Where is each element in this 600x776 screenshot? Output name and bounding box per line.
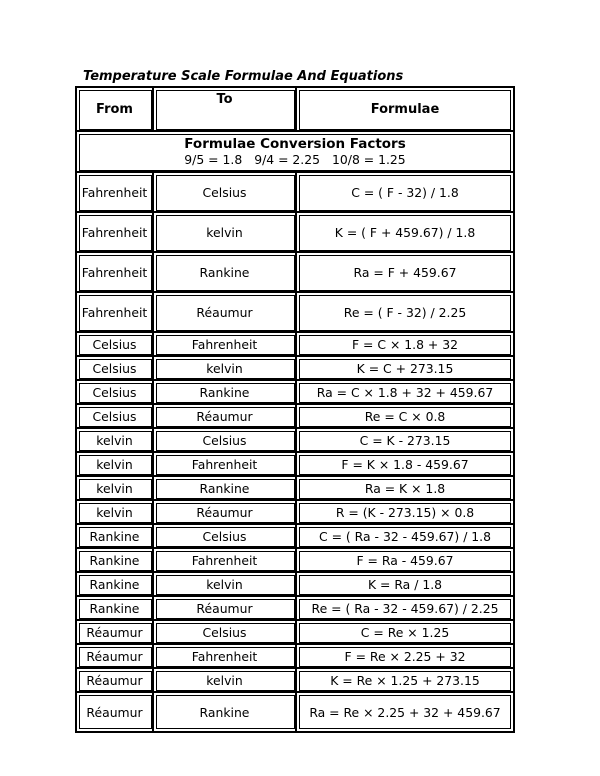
document-title: Temperature Scale Formulae And Equations bbox=[83, 69, 404, 84]
cell-formula: Ra = K × 1.8 bbox=[297, 477, 513, 501]
cell-formula: Ra = F + 459.67 bbox=[297, 253, 513, 293]
cell-from: Celsius bbox=[77, 405, 154, 429]
cell-from: Rankine bbox=[77, 597, 154, 621]
cell-to: Fahrenheit bbox=[154, 549, 297, 573]
cell-to: Réaumur bbox=[154, 293, 297, 333]
cell-to: Celsius bbox=[154, 525, 297, 549]
cell-to: Fahrenheit bbox=[154, 333, 297, 357]
cell-formula: F = Re × 2.25 + 32 bbox=[297, 645, 513, 669]
cell-formula: K = C + 273.15 bbox=[297, 357, 513, 381]
table-row bbox=[77, 597, 513, 621]
cell-formula: Re = ( F - 32) / 2.25 bbox=[297, 293, 513, 333]
cell-to: Réaumur bbox=[154, 501, 297, 525]
cell-formula: Re = ( Ra - 32 - 459.67) / 2.25 bbox=[297, 597, 513, 621]
table-row bbox=[77, 549, 513, 573]
cell-formula: C = ( F - 32) / 1.8 bbox=[297, 173, 513, 213]
table-row bbox=[77, 357, 513, 381]
cell-to: Réaumur bbox=[154, 405, 297, 429]
cell-from: kelvin bbox=[77, 453, 154, 477]
cell-from: Rankine bbox=[77, 573, 154, 597]
table-row bbox=[77, 333, 513, 357]
table-row bbox=[77, 173, 513, 213]
cell-to: Rankine bbox=[154, 693, 297, 731]
cell-formula: Ra = C × 1.8 + 32 + 459.67 bbox=[297, 381, 513, 405]
cell-to: Fahrenheit bbox=[154, 453, 297, 477]
header-formulae: Formulae bbox=[297, 88, 513, 132]
table-row bbox=[77, 405, 513, 429]
cell-from: Celsius bbox=[77, 333, 154, 357]
table-row bbox=[77, 429, 513, 453]
table-row bbox=[77, 693, 513, 731]
cell-to: Fahrenheit bbox=[154, 645, 297, 669]
cell-to: Réaumur bbox=[154, 597, 297, 621]
cell-from: kelvin bbox=[77, 501, 154, 525]
table-row bbox=[77, 669, 513, 693]
cell-from: Réaumur bbox=[77, 621, 154, 645]
cell-formula: K = Re × 1.25 + 273.15 bbox=[297, 669, 513, 693]
table-row bbox=[77, 293, 513, 333]
header-row bbox=[77, 88, 513, 132]
cell-to: Celsius bbox=[154, 173, 297, 213]
cell-from: Réaumur bbox=[77, 669, 154, 693]
conversion-table bbox=[75, 86, 515, 733]
cell-to: Celsius bbox=[154, 429, 297, 453]
table-row bbox=[77, 213, 513, 253]
table-row bbox=[77, 573, 513, 597]
cell-from: Fahrenheit bbox=[77, 173, 154, 213]
cell-formula: F = Ra - 459.67 bbox=[297, 549, 513, 573]
cell-from: Rankine bbox=[77, 549, 154, 573]
factors-cell bbox=[77, 132, 513, 173]
table-row bbox=[77, 253, 513, 293]
header-from: From bbox=[77, 88, 154, 132]
table-row bbox=[77, 621, 513, 645]
cell-formula: F = C × 1.8 + 32 bbox=[297, 333, 513, 357]
cell-formula: C = K - 273.15 bbox=[297, 429, 513, 453]
table-row bbox=[77, 477, 513, 501]
cell-to: Rankine bbox=[154, 477, 297, 501]
cell-to: kelvin bbox=[154, 573, 297, 597]
cell-to: kelvin bbox=[154, 669, 297, 693]
cell-formula: R = (K - 273.15) × 0.8 bbox=[297, 501, 513, 525]
factors-list bbox=[78, 152, 512, 167]
cell-to: Rankine bbox=[154, 381, 297, 405]
cell-formula: C = Re × 1.25 bbox=[297, 621, 513, 645]
table-row bbox=[77, 645, 513, 669]
cell-formula: Ra = Re × 2.25 + 32 + 459.67 bbox=[297, 693, 513, 731]
cell-from: Rankine bbox=[77, 525, 154, 549]
cell-from: Fahrenheit bbox=[77, 213, 154, 253]
table-row bbox=[77, 453, 513, 477]
cell-from: Fahrenheit bbox=[77, 293, 154, 333]
cell-to: kelvin bbox=[154, 357, 297, 381]
cell-to: Rankine bbox=[154, 253, 297, 293]
factor-item: 10/8 = 1.25 bbox=[332, 151, 406, 167]
cell-to: kelvin bbox=[154, 213, 297, 253]
table-row bbox=[77, 501, 513, 525]
cell-from: kelvin bbox=[77, 477, 154, 501]
factors-row bbox=[77, 132, 513, 173]
cell-formula: F = K × 1.8 - 459.67 bbox=[297, 453, 513, 477]
cell-formula: Re = C × 0.8 bbox=[297, 405, 513, 429]
cell-formula: K = Ra / 1.8 bbox=[297, 573, 513, 597]
cell-from: Celsius bbox=[77, 381, 154, 405]
cell-formula: K = ( F + 459.67) / 1.8 bbox=[297, 213, 513, 253]
cell-from: kelvin bbox=[77, 429, 154, 453]
factor-item: 9/5 = 1.8 bbox=[184, 151, 243, 167]
cell-from: Réaumur bbox=[77, 693, 154, 731]
factors-title: Formulae Conversion Factors bbox=[184, 135, 406, 152]
table-row bbox=[77, 381, 513, 405]
cell-formula: C = ( Ra - 32 - 459.67) / 1.8 bbox=[297, 525, 513, 549]
cell-to: Celsius bbox=[154, 621, 297, 645]
cell-from: Celsius bbox=[77, 357, 154, 381]
cell-from: Réaumur bbox=[77, 645, 154, 669]
factor-item: 9/4 = 2.25 bbox=[254, 151, 320, 167]
cell-from: Fahrenheit bbox=[77, 253, 154, 293]
table-row bbox=[77, 525, 513, 549]
header-to: To bbox=[154, 88, 297, 132]
